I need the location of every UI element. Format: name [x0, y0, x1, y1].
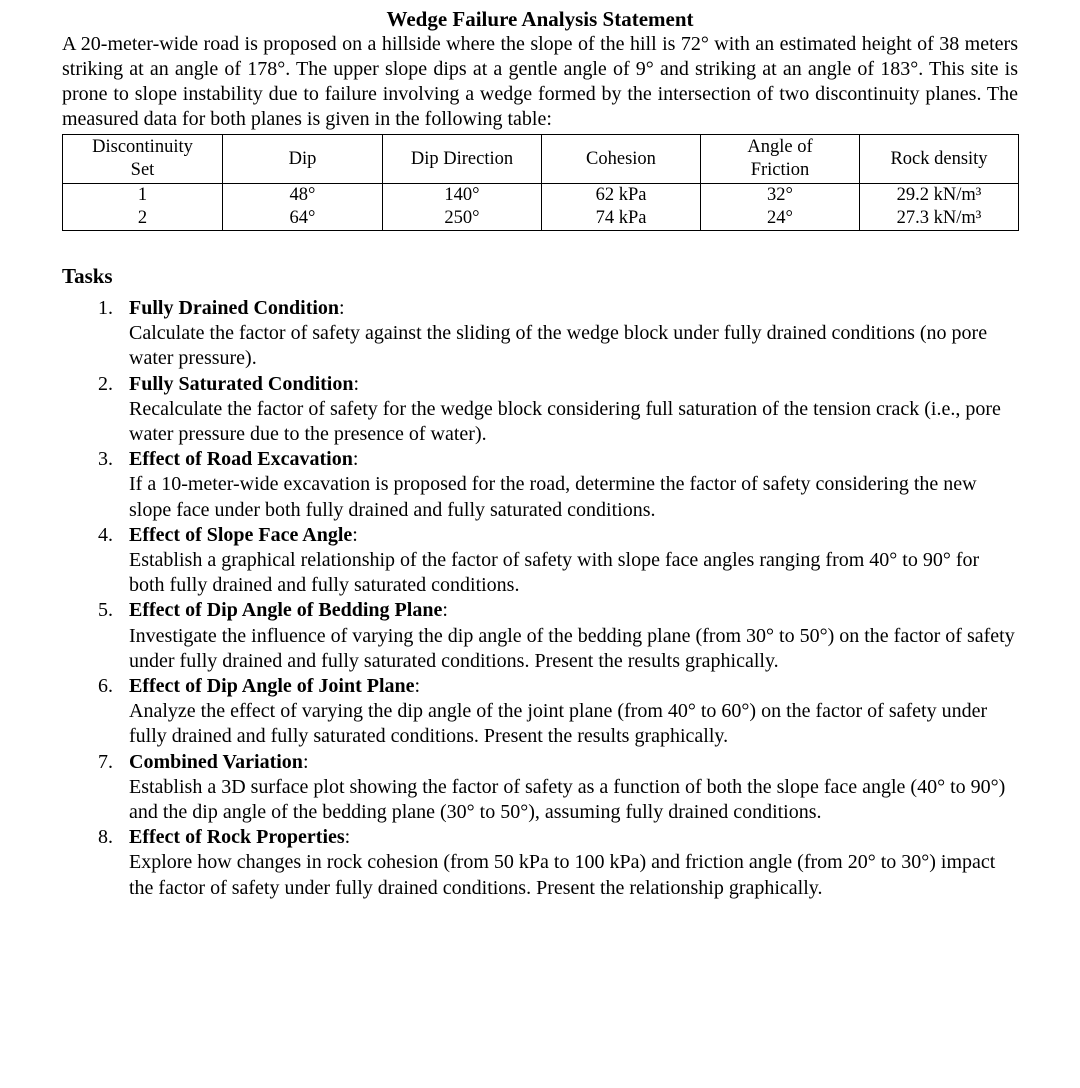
task-title: Effect of Slope Face Angle: [129, 523, 353, 546]
task-number: 3.: [98, 448, 113, 471]
task-number: 7.: [98, 750, 113, 773]
list-item: 3. Effect of Road Excavation: If a 10-meter-wide excavation is proposed for the road, determine the factor of safety considering the new slope face under both fully drained and fully saturated conditions.: [62, 447, 1018, 523]
document-page: [62, 6, 1018, 899]
task-description: Calculate the factor of safety against the sliding of the wedge block under fully drained conditions (no pore water pressure).: [129, 322, 988, 370]
cell-set: 2: [63, 207, 223, 231]
cell-dip: 64°: [223, 207, 383, 231]
task-number: 2.: [98, 372, 113, 395]
task-number: 8.: [98, 826, 113, 849]
task-list: [62, 296, 1018, 901]
header-rock-density: Rock density: [860, 135, 1019, 184]
table-row: [63, 184, 1019, 208]
cell-cohesion: 74 kPa: [542, 207, 701, 231]
cell-friction: 24°: [701, 207, 860, 231]
header-angle-of-friction: [701, 135, 860, 184]
task-title: Effect of Dip Angle of Bedding Plane: [129, 599, 443, 622]
header-dip: Dip: [223, 135, 383, 184]
list-item: 2. Fully Saturated Condition: Recalculate the factor of safety for the wedge block considering full saturation of the tension crack (i.e., pore water pressure due to the presence of water).: [62, 372, 1018, 448]
document-title: Wedge Failure Analysis Statement: [386, 7, 694, 31]
table-header-row: [63, 135, 1019, 184]
list-item: 4. Effect of Slope Face Angle: Establish a graphical relationship of the factor of safety with slope face angles ranging from 40° to 90° for both fully drained and fully saturated conditions.: [62, 523, 1018, 599]
task-description: If a 10-meter-wide excavation is proposed for the road, determine the factor of safety considering the new slope face under both fully drained and fully saturated conditions.: [129, 473, 977, 521]
table-row: [63, 207, 1019, 231]
list-item: 7. Combined Variation: Establish a 3D surface plot showing the factor of safety as a function of both the slope face angle (40° to 90°) and the dip angle of the bedding plane (30° to 50°), assuming fully drained conditions.: [62, 750, 1018, 826]
task-title: Effect of Dip Angle of Joint Plane: [129, 675, 415, 698]
header-dip-direction: Dip Direction: [383, 135, 542, 184]
task-number: 6.: [98, 675, 113, 698]
task-description: Analyze the effect of varying the dip angle of the joint plane (from 40° to 60°) on the factor of safety under fully drained and fully saturated conditions. Present the results graphically.: [129, 700, 988, 748]
header-cohesion: Cohesion: [542, 135, 701, 184]
header-friction-line2: Friction: [750, 160, 810, 180]
cell-density: 27.3 kN/m³: [860, 207, 1019, 231]
list-item: 1. Fully Drained Condition: Calculate the factor of safety against the sliding of the wedge block under fully drained conditions (no pore water pressure).: [62, 296, 1018, 372]
cell-cohesion: 62 kPa: [542, 184, 701, 208]
task-title: Effect of Road Excavation: [129, 448, 353, 471]
cell-dip-direction: 250°: [383, 207, 542, 231]
cell-set: 1: [63, 184, 223, 208]
list-item: 8. Effect of Rock Properties: Explore how changes in rock cohesion (from 50 kPa to 100 kPa) and friction angle (from 20° to 30°) impact the factor of safety under fully drained conditions. Present the relationship graphically.: [62, 825, 1018, 901]
discontinuity-table: [62, 134, 1019, 231]
task-description: Recalculate the factor of safety for the wedge block considering full saturation of the tension crack (i.e., pore water pressure due to the presence of water).: [129, 397, 1001, 446]
task-title: Fully Drained Condition: [129, 297, 340, 319]
header-discontinuity-set: [63, 135, 223, 184]
header-set-line2: Set: [130, 160, 155, 180]
task-description: Investigate the influence of varying the dip angle of the bedding plane (from 30° to 50°) on the factor of safety under fully drained and fully saturated conditions. Present the results graphically.: [129, 624, 1015, 672]
task-title: Fully Saturated Condition: [129, 372, 354, 395]
task-description: Establish a 3D surface plot showing the factor of safety as a function of both the slope face angle (40° to 90°) and the dip angle of the bedding plane (30° to 50°), assuming fully drained conditions.: [129, 775, 1006, 824]
task-title: Effect of Rock Properties: [129, 826, 345, 849]
cell-friction: 32°: [701, 184, 860, 208]
task-description: Explore how changes in rock cohesion (from 50 kPa to 100 kPa) and friction angle (from 20° to 30°) impact the factor of safety under fully drained conditions. Present the relationship graphically.: [129, 851, 996, 899]
list-item: 5. Effect of Dip Angle of Bedding Plane: Investigate the influence of varying the dip angle of the bedding plane (from 30° to 50°) on the factor of safety under fully drained and fully saturated conditions. Present the results graphically.: [62, 598, 1018, 674]
task-description: Establish a graphical relationship of the factor of safety with slope face angles ranging from 40° to 90° for both fully drained and fully saturated conditions.: [129, 549, 980, 597]
header-friction-line1: Angle of: [747, 137, 813, 157]
task-number: 1.: [98, 297, 113, 319]
list-item: 6. Effect of Dip Angle of Joint Plane: Analyze the effect of varying the dip angle of the joint plane (from 40° to 60°) on the factor of safety under fully drained and fully saturated conditions. Present the results graphically.: [62, 674, 1018, 750]
task-number: 5.: [98, 599, 113, 622]
intro-paragraph: A 20-meter-wide road is proposed on a hillside where the slope of the hill is 72° with an estimated height of 38 meters striking at an angle of 178°. The upper slope dips at a gentle angle of 9° and striking at an angle of 183°. This site is prone to slope instability due to failure involving a wedge formed by the intersection of two discontinuity planes. The measured data for both planes is given in the following table:: [62, 33, 1018, 130]
cell-dip-direction: 140°: [383, 184, 542, 208]
cell-density: 29.2 kN/m³: [860, 184, 1019, 208]
task-number: 4.: [98, 523, 113, 546]
tasks-heading: Tasks: [62, 264, 113, 288]
cell-dip: 48°: [223, 184, 383, 208]
task-title: Combined Variation: [129, 750, 303, 773]
header-set-line1: Discontinuity: [92, 137, 193, 157]
